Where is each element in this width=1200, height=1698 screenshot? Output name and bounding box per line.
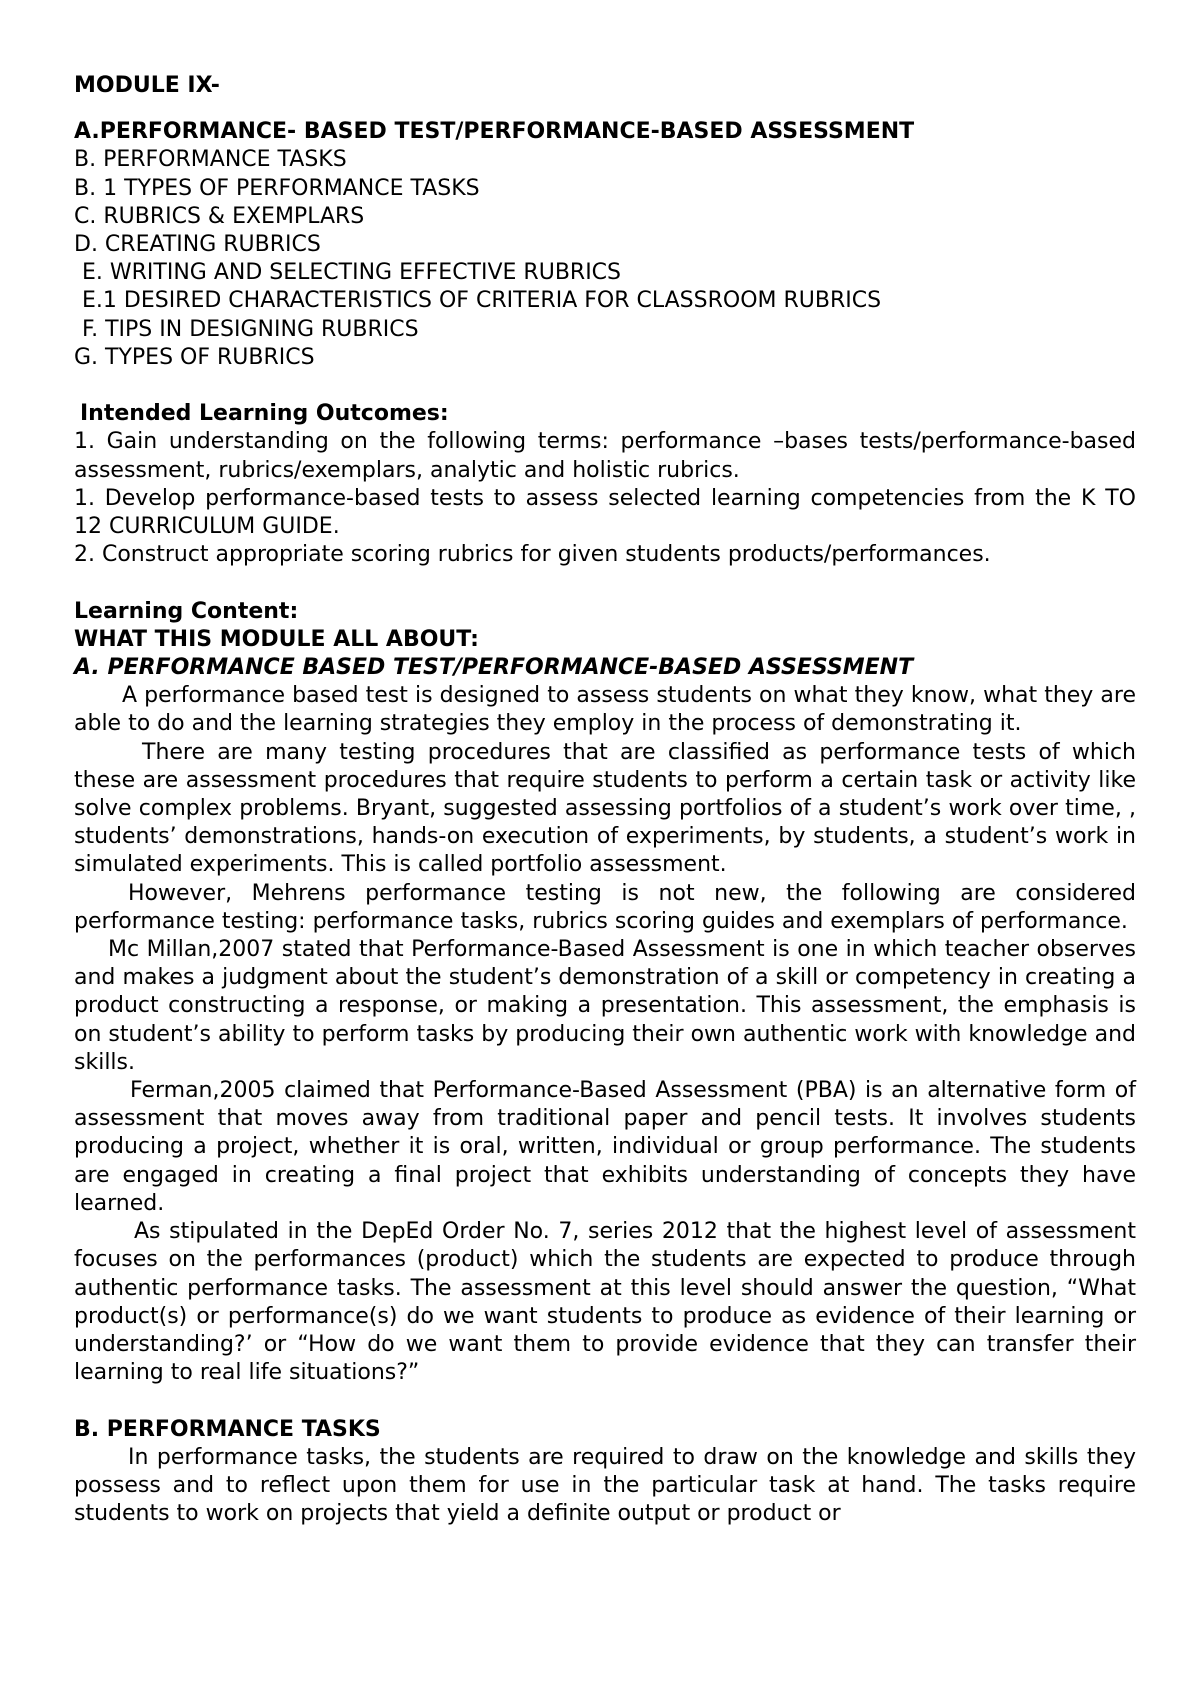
spacer — [74, 1387, 1136, 1415]
toc-item: E.1 DESIRED CHARACTERISTICS OF CRITERIA FOR CLASSROOM RUBRICS — [82, 288, 882, 314]
body-paragraph: Mc Millan,2007 stated that Performance-Based Assessment is one in which teacher observes and makes a judgment about the student’s demonstration of a skill or competency in creating a product constructing a response, or making a presentation. This assessment, the emphasis is on student’s ability to perform tasks by producing their own authentic work with knowledge and skills. — [74, 937, 1136, 1075]
outcome-item: 2. Construct appropriate scoring rubrics for given students products/performances. — [74, 542, 991, 568]
toc-item: F. TIPS IN DESIGNING RUBRICS — [82, 316, 419, 342]
outcome-item: 1. Develop performance-based tests to assess selected learning competencies from the K TO 12 CURRICULUM GUIDE. — [74, 485, 1136, 540]
spacer — [74, 372, 1136, 400]
outcome-item: 1. Gain understanding on the following terms: performance –bases tests/performance-based assessment, rubrics/exemplars, analytic and holistic rubrics. — [74, 429, 1136, 483]
document-page — [74, 72, 1136, 1528]
toc-item: G. TYPES OF RUBRICS — [74, 344, 315, 370]
body-paragraph: Ferman,2005 claimed that Performance-Based Assessment (PBA) is an alternative form of assessment that moves away from traditional paper and pencil tests. It involves students producing a project, whether it is oral, written, individual or group performance. The students are engaged in creating a final project that exhibits understanding of concepts they have learned. — [74, 1078, 1136, 1216]
toc-heading: A.PERFORMANCE- BASED TEST/PERFORMANCE-BASED ASSESSMENT — [74, 119, 915, 145]
spacer — [74, 100, 1136, 118]
outcomes-heading: Intended Learning Outcomes: — [80, 401, 449, 427]
module-title: MODULE IX- — [74, 73, 220, 98]
toc-item: C. RUBRICS & EXEMPLARS — [74, 203, 365, 229]
toc-item: D. CREATING RUBRICS — [74, 232, 321, 258]
toc-item: B. 1 TYPES OF PERFORMANCE TASKS — [74, 175, 480, 201]
body-paragraph: As stipulated in the DepEd Order No. 7, series 2012 that the highest level of assessment focuses on the performances (product) which the students are expected to produce through authentic performance tasks. The assessment at this level should answer the question, “What product(s) or performance(s) do we want students to produce as evidence of their learning or understanding?’ or “How do we want them to provide evidence that they can transfer their learning to real life situations?” — [74, 1219, 1136, 1386]
toc-item: E. WRITING AND SELECTING EFFECTIVE RUBRICS — [82, 260, 622, 286]
body-paragraph: However, Mehrens performance testing is not new, the following are considered performance testing: performance tasks, rubrics scoring guides and exemplars of performance. — [74, 880, 1136, 934]
toc-item: B. PERFORMANCE TASKS — [74, 147, 347, 173]
section-a-title: A. PERFORMANCE BASED TEST/PERFORMANCE-BASED ASSESSMENT — [74, 655, 914, 681]
module-about-heading: WHAT THIS MODULE ALL ABOUT: — [74, 626, 479, 652]
learning-content-heading: Learning Content: — [74, 598, 299, 624]
spacer — [74, 569, 1136, 597]
body-paragraph: In performance tasks, the students are required to draw on the knowledge and skills they possess and to reflect upon them for use in the particular task at hand. The tasks require students to work on projects that yield a definite output or product or — [74, 1444, 1136, 1527]
body-paragraph: A performance based test is designed to assess students on what they know, what they are able to do and the learning strategies they employ in the process of demonstrating it. — [74, 683, 1136, 737]
section-b-title: B. PERFORMANCE TASKS — [74, 1416, 381, 1442]
body-paragraph: There are many testing procedures that are classified as performance tests of which these are assessment procedures that require students to perform a certain task or activity like solve complex problems. Bryant, suggested assessing portfolios of a student’s work over time, , students’ demonstrations, hands-on execution of experiments, by students, a student’s work in simulated experiments. This is called portfolio assessment. — [74, 739, 1136, 878]
